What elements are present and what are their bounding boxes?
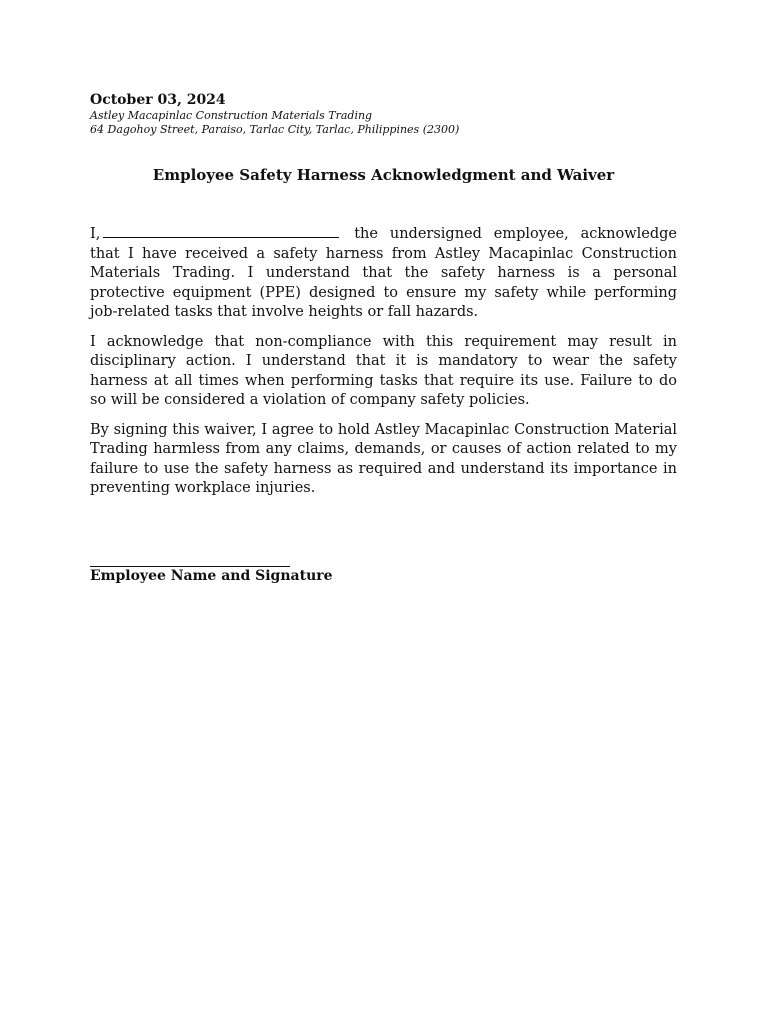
company-name: Astley Macapinlac Construction Materials Trading — [90, 109, 373, 122]
signature-line — [90, 554, 290, 567]
paragraph-compliance: I acknowledge that non-compliance with this requirement may result in disciplinary action. I understand that it is mandatory to wear the safety harness at all times when performing tasks that require its use. Failure to do so will be considered a violation of company safety policies. — [90, 333, 677, 408]
document-body — [90, 225, 677, 499]
document-page — [90, 91, 677, 585]
company-address: 64 Dagohoy Street, Paraiso, Tarlac City, Tarlac, Philippines (2300) — [90, 123, 460, 136]
letter-date: October 03, 2024 — [90, 92, 226, 108]
employee-name-blank — [103, 225, 339, 238]
signature-block — [90, 554, 677, 585]
paragraph-acknowledgment-text: the undersigned employee, acknowledge that I have received a safety harness from Astley Macapinlac Construction Materials Trading. I understand that the safety harness is a personal protective equipment (PPE) designed to ensure my safety while performing job-related tasks that involve heights or fall hazards. — [90, 226, 678, 320]
document-title: Employee Safety Harness Acknowledgment and Waiver — [152, 166, 615, 184]
paragraph-waiver: By signing this waiver, I agree to hold Astley Macapinlac Construction Material Trading harmless from any claims, demands, or causes of action related to my failure to use the safety harness as required and understand its importance in preventing workplace injuries. — [90, 421, 677, 496]
signature-label: Employee Name and Signature — [90, 567, 333, 584]
paragraph-acknowledgment — [90, 225, 677, 323]
paragraph-prefix: I, — [90, 226, 101, 242]
